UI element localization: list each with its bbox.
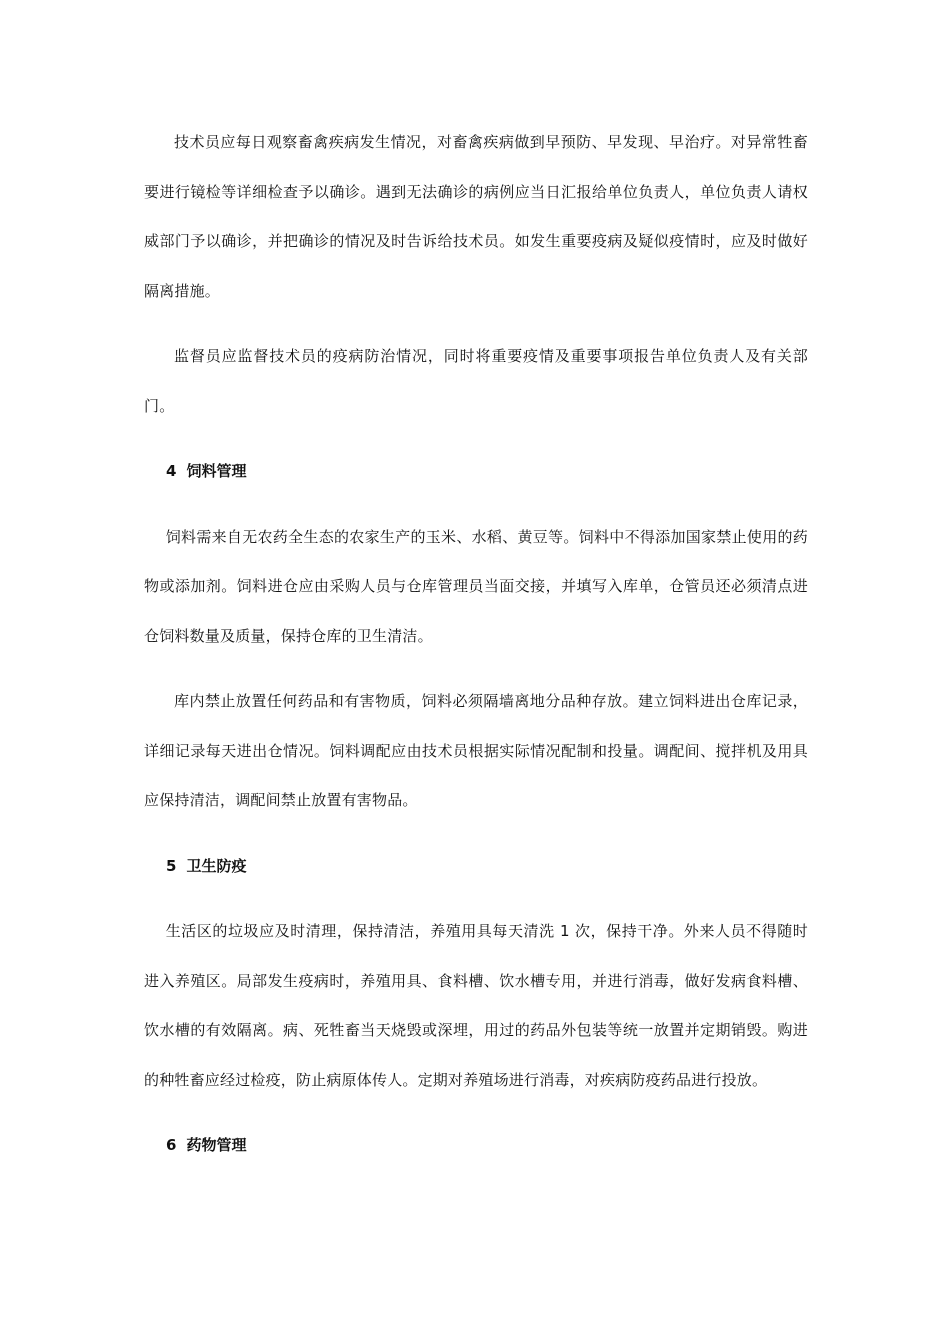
section-title: 卫生防疫 [186, 856, 247, 875]
paragraph-disease-observation: 技术员应每日观察畜禽疾病发生情况，对畜禽疾病做到早预防、早发现、早治疗。对异常牲畜要进行镜检等详细检查予以确诊。遇到无法确诊的病例应当日汇报给单位负责人，单位负责人请权威部门予以确诊，并把确诊的情况及时告诉给技术员。如发生重要疫病及疑似疫情时，应及时做好隔离措施。 [144, 133, 808, 300]
paragraph-feed-storage: 库内禁止放置任何药品和有害物质，饲料必须隔墙离地分品种存放。建立饲料进出仓库记录，详细记录每天进出仓情况。饲料调配应由技术员根据实际情况配制和投量。调配间、搅拌机及用具应保持清洁，调配间禁止放置有害物品。 [144, 692, 808, 809]
paragraph-feed-source: 饲料需来自无农药全生态的农家生产的玉米、水稻、黄豆等。饲料中不得添加国家禁止使用的药物或添加剂。饲料进仓应由采购人员与仓库管理员当面交接，并填写入库单，仓管员还必须清点进仓饲料数量及质量，保持仓库的卫生清洁。 [144, 527, 808, 645]
document-body [144, 118, 808, 1187]
paragraph-supervisor-duty: 监督员应监督技术员的疫病防治情况，同时将重要疫情及重要事项报告单位负责人及有关部门。 [144, 347, 808, 415]
section-number: 4 [166, 462, 177, 480]
section-number: 5 [166, 856, 177, 875]
section-title: 饲料管理 [186, 462, 247, 480]
paragraph-hygiene-rules: 生活区的垃圾应及时清理，保持清洁，养殖用具每天清洗 1 次，保持干净。外来人员不得随时进入养殖区。局部发生疫病时，养殖用具、食料槽、饮水槽专用，并进行消毒，做好发病食料槽、饮水槽的有效隔离。病、死牲畜当天烧毁或深埋，用过的药品外包装等统一放置并定期销毁。购进的种牲畜应经过检疫，防止病原体传人。定期对养殖场进行消毒，对疾病防疫药品进行投放。 [144, 922, 808, 1089]
section-number: 6 [166, 1136, 177, 1154]
section-title: 药物管理 [186, 1136, 247, 1154]
section-heading-hygiene-epidemic-prevention [144, 842, 808, 892]
section-heading-feed-management [144, 447, 808, 497]
section-heading-drug-management [144, 1121, 808, 1171]
